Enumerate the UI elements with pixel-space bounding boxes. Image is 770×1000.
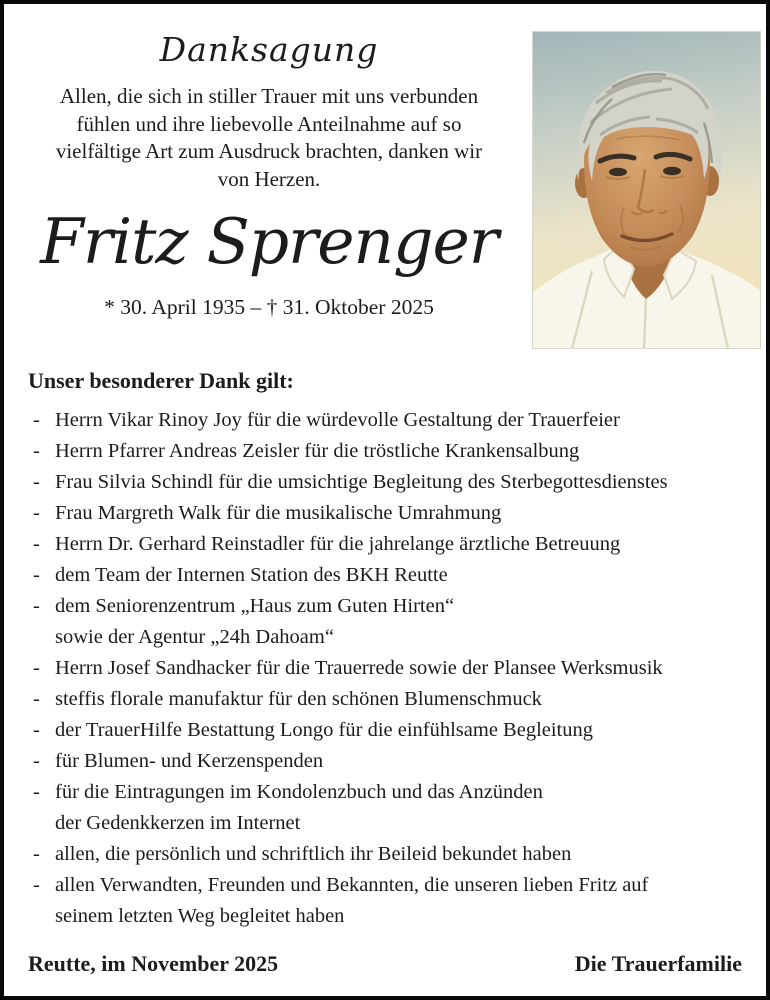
list-item-dash: -	[33, 719, 40, 741]
acknowledgements-heading: Unser besonderer Dank gilt:	[28, 368, 294, 393]
list-item-text: allen Verwandten, Freunden und Bekannten, die unseren lieben Fritz auf seinem letzten Weg begleitet haben	[55, 874, 649, 927]
deceased-name: Fritz Sprenger	[40, 205, 498, 278]
list-item-dash: -	[33, 595, 40, 617]
footer-place-date: Reutte, im November 2025	[28, 951, 279, 976]
list-item	[28, 467, 758, 498]
list-item-dash: -	[33, 471, 40, 493]
list-item	[28, 715, 758, 746]
list-item-dash: -	[33, 564, 40, 586]
list-item	[28, 405, 758, 436]
list-item	[28, 746, 758, 777]
list-item	[28, 591, 758, 653]
list-item-dash: -	[33, 440, 40, 462]
list-item	[28, 653, 758, 684]
list-item	[28, 684, 758, 715]
birth-death-dates: * 30. April 1935 – † 31. Oktober 2025	[104, 295, 434, 319]
list-item-text: dem Team der Internen Station des BKH Reutte	[55, 564, 448, 586]
list-item	[28, 870, 758, 932]
acknowledgements-section	[28, 368, 758, 932]
list-item	[28, 560, 758, 591]
list-item-text: Frau Margreth Walk für die musikalische Umrahmung	[55, 502, 502, 524]
list-item-text: steffis florale manufaktur für den schönen Blumenschmuck	[55, 688, 542, 710]
list-item-dash: -	[33, 657, 40, 679]
intro-line: fühlen und ihre liebevolle Anteilnahme auf so	[76, 111, 462, 136]
list-item-dash: -	[33, 843, 40, 865]
list-item-text: für die Eintragungen im Kondolenzbuch und das Anzünden der Gedenkkerzen im Internet	[55, 781, 543, 834]
list-item-text: Frau Silvia Schindl für die umsichtige Begleitung des Sterbegottesdienstes	[55, 471, 668, 493]
list-item-dash: -	[33, 502, 40, 524]
footer-signature: Die Trauerfamilie	[574, 951, 742, 976]
list-item-text: dem Seniorenzentrum „Haus zum Guten Hirten“ sowie der Agentur „24h Dahoam“	[55, 595, 455, 648]
list-item-dash: -	[33, 781, 40, 803]
thanks-list	[28, 405, 758, 932]
list-item-dash: -	[33, 874, 40, 896]
list-item-text: für Blumen- und Kerzenspenden	[55, 750, 324, 772]
notice-title: Danksagung	[159, 30, 379, 69]
list-item	[28, 777, 758, 839]
footer	[28, 950, 742, 978]
header-column	[18, 30, 520, 320]
portrait-photo	[532, 31, 761, 349]
list-item-dash: -	[33, 533, 40, 555]
list-item-dash: -	[33, 409, 40, 431]
intro-line: von Herzen.	[217, 166, 321, 191]
list-item	[28, 529, 758, 560]
portrait-illustration	[532, 31, 761, 349]
list-item	[28, 839, 758, 870]
intro-paragraph	[18, 83, 520, 193]
list-item-text: Herrn Josef Sandhacker für die Trauerrede sowie der Plansee Werksmusik	[55, 657, 663, 679]
list-item-dash: -	[33, 688, 40, 710]
list-item-dash: -	[33, 750, 40, 772]
intro-line: Allen, die sich in stiller Trauer mit uns verbunden	[59, 84, 479, 108]
list-item-text: Herrn Vikar Rinoy Joy für die würdevolle Gestaltung der Trauerfeier	[55, 409, 620, 431]
intro-line: vielfältige Art zum Ausdruck brachten, danken wir	[55, 139, 483, 163]
list-item	[28, 498, 758, 529]
list-item-text: der TrauerHilfe Bestattung Longo für die einfühlsame Begleitung	[55, 719, 594, 741]
list-item-text: Herrn Dr. Gerhard Reinstadler für die jahrelange ärztliche Betreuung	[55, 533, 621, 555]
list-item	[28, 436, 758, 467]
list-item-text: Herrn Pfarrer Andreas Zeisler für die tröstliche Krankensalbung	[55, 440, 580, 462]
list-item-text: allen, die persönlich und schriftlich ihr Beileid bekundet haben	[55, 843, 572, 865]
